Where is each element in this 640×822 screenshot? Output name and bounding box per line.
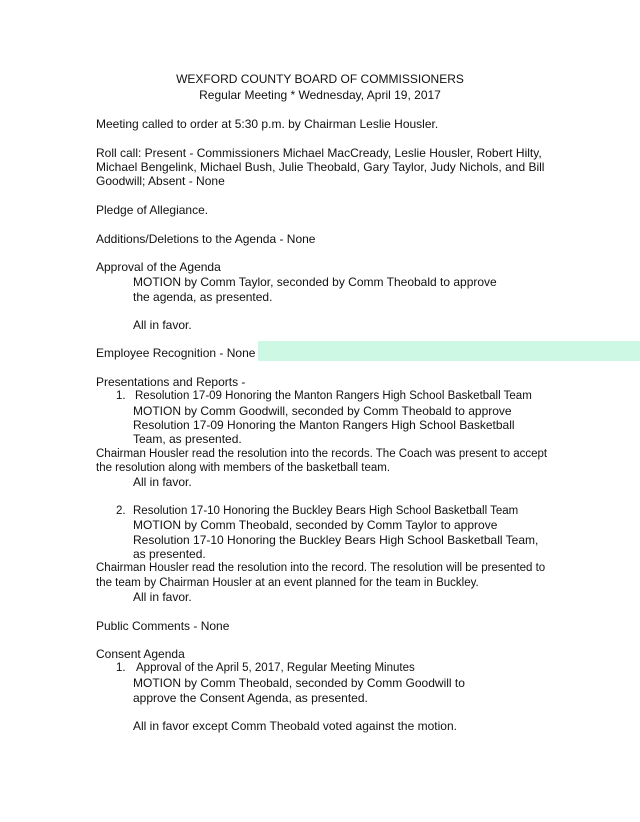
item-1-note-1: Chairman Housler read the resolution into the records. The Coach was present to accept [96, 448, 548, 460]
item-2-vote: All in favor. [133, 590, 192, 604]
presentations-heading: Presentations and Reports - [96, 375, 246, 389]
item-1-title: Resolution 17-09 Honoring the Manton Rangers High School Basketball Team [135, 390, 532, 402]
item-1-number: 1. [116, 390, 126, 402]
item-1-motion-3: Team, as presented. [133, 432, 242, 446]
item-2-motion-3: as presented. [133, 547, 206, 561]
highlight-bar [258, 341, 640, 361]
approval-motion-1: MOTION by Comm Taylor, seconded by Comm Theobald to approve [133, 275, 497, 289]
approval-motion-2: the agenda, as presented. [133, 290, 273, 304]
item-2-motion-1: MOTION by Comm Theobald, seconded by Comm Taylor to approve [133, 518, 498, 532]
item-1-motion-1: MOTION by Comm Goodwill, seconded by Comm Theobald to approve [133, 404, 512, 418]
item-2-title: Resolution 17-10 Honoring the Buckley Bears High School Basketball Team [133, 505, 519, 517]
consent-vote: All in favor except Comm Theobald voted against the motion. [133, 719, 457, 733]
call-to-order: Meeting called to order at 5:30 p.m. by Chairman Leslie Housler. [96, 117, 439, 131]
public-comments: Public Comments - None [96, 619, 230, 633]
consent-motion-1: MOTION by Comm Theobald, seconded by Comm Goodwill to [133, 676, 465, 690]
document-subtitle: Regular Meeting * Wednesday, April 19, 2017 [199, 88, 441, 102]
item-2-note-1: Chairman Housler read the resolution into the record. The resolution will be presented to [96, 562, 546, 574]
item-2-note-2: the team by Chairman Housler at an event planned for the team in Buckley. [96, 577, 479, 589]
item-2-motion-2: Resolution 17-10 Honoring the Buckley Bears High School Basketball Team, [133, 533, 539, 547]
item-1-motion-2: Resolution 17-09 Honoring the Manton Rangers High School Basketball [133, 418, 515, 432]
consent-heading: Consent Agenda [96, 647, 185, 661]
item-1-vote: All in favor. [133, 475, 192, 489]
document-title: WEXFORD COUNTY BOARD OF COMMISSIONERS [176, 72, 464, 86]
approval-heading: Approval of the Agenda [96, 260, 221, 274]
pledge: Pledge of Allegiance. [96, 203, 209, 217]
roll-call-line-1: Roll call: Present - Commissioners Michael MacCready, Leslie Housler, Robert Hilty, [96, 146, 542, 160]
roll-call-line-2: Michael Bengelink, Michael Bush, Julie Theobald, Gary Taylor, Judy Nichols, and Bill [96, 160, 545, 174]
item-2-number: 2. [116, 505, 126, 517]
roll-call-line-3: Goodwill; Absent - None [96, 174, 225, 188]
approval-vote: All in favor. [133, 318, 192, 332]
employee-recognition: Employee Recognition - None [96, 346, 256, 360]
consent-item-1-title: Approval of the April 5, 2017, Regular Meeting Minutes [136, 662, 415, 674]
additions-deletions: Additions/Deletions to the Agenda - None [96, 232, 316, 246]
consent-item-1-number: 1. [116, 662, 126, 674]
item-1-note-2: the resolution along with members of the basketball team. [96, 462, 391, 474]
consent-motion-2: approve the Consent Agenda, as presented. [133, 691, 368, 705]
